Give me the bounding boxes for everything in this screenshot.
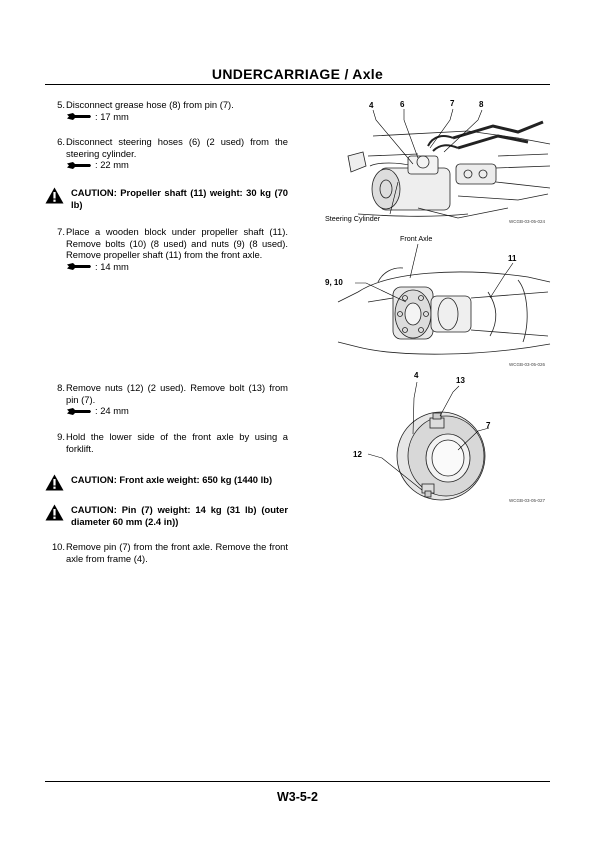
leader-lines <box>318 232 553 372</box>
caution-text: CAUTION: Pin (7) weight: 14 kg (31 lb) (outer diameter 60 mm (2.4 in)) <box>71 504 288 527</box>
callout-6: 6 <box>400 100 405 109</box>
step-6 <box>45 136 288 171</box>
step-text: Disconnect steering hoses (6) (2 used) from the steering cylinder. <box>66 136 288 159</box>
callout-4: 4 <box>414 371 419 380</box>
figure-code: WCGB-03-05-026 <box>509 362 546 367</box>
figure-pin <box>318 368 553 508</box>
figure-code: WCGB-03-05-027 <box>509 498 546 503</box>
leader-lines <box>318 368 553 508</box>
wrench-icon <box>66 262 92 271</box>
figure-steering-cylinder <box>318 96 553 230</box>
step-text: Hold the lower side of the front axle by using a forklift. <box>66 431 288 454</box>
caution-text: CAUTION: Propeller shaft (11) weight: 30 kg (70 lb) <box>71 187 288 210</box>
front-axle-label: Front Axle <box>400 234 433 243</box>
figure-front-axle <box>318 232 553 372</box>
step-text: Place a wooden block under propeller shaft (11). Remove bolts (10) (8 used) and nuts (9) (8 used). Remove propeller shaft (11) from the front axle. <box>66 226 288 261</box>
page-number: W3-5-2 <box>277 790 318 804</box>
step-text: Remove pin (7) from the front axle. Remove the front axle from frame (4). <box>66 541 288 564</box>
step-9 <box>45 431 288 454</box>
callout-7: 7 <box>450 99 455 108</box>
step-number: 5. <box>57 99 65 110</box>
caution-pin <box>45 504 288 527</box>
wrench-size: : 22 mm <box>95 159 129 171</box>
wrench-icon <box>66 112 92 121</box>
callout-11: 11 <box>508 254 517 263</box>
step-7 <box>45 226 288 273</box>
steering-cylinder-label: Steering Cylinder <box>325 214 381 223</box>
step-text: Remove nuts (12) (2 used). Remove bolt (13) from pin (7). <box>66 382 288 405</box>
step-number: 9. <box>57 431 65 442</box>
wrench-size: : 17 mm <box>95 110 129 122</box>
page-header-title: UNDERCARRIAGE / Axle <box>211 66 384 82</box>
wrench-size: : 24 mm <box>95 405 129 417</box>
figure-code: WCGB-03-05-024 <box>509 219 546 224</box>
warning-triangle-icon <box>45 474 64 491</box>
header-rule <box>45 84 550 85</box>
callout-13: 13 <box>456 376 465 385</box>
warning-triangle-icon <box>45 504 64 521</box>
step-number: 6. <box>57 136 65 147</box>
callout-9-10: 9, 10 <box>325 278 343 287</box>
step-number: 8. <box>57 382 65 393</box>
caution-front-axle <box>45 474 288 486</box>
warning-triangle-icon <box>45 187 64 204</box>
callout-4: 4 <box>369 101 374 110</box>
wrench-size: : 14 mm <box>95 260 129 272</box>
footer-rule <box>45 781 550 782</box>
caution-propeller-shaft <box>45 187 288 210</box>
step-number: 10. <box>51 541 65 552</box>
caution-text: CAUTION: Front axle weight: 650 kg (1440 lb) <box>71 474 273 485</box>
step-10 <box>45 541 288 564</box>
callout-7: 7 <box>486 421 491 430</box>
step-5 <box>45 99 288 123</box>
step-number: 7. <box>57 226 65 237</box>
leader-lines <box>318 96 553 230</box>
step-8 <box>45 382 288 417</box>
wrench-icon <box>66 161 92 170</box>
callout-8: 8 <box>479 100 484 109</box>
step-text: Disconnect grease hose (8) from pin (7). <box>66 99 234 110</box>
callout-12: 12 <box>353 450 362 459</box>
wrench-icon <box>66 407 92 416</box>
